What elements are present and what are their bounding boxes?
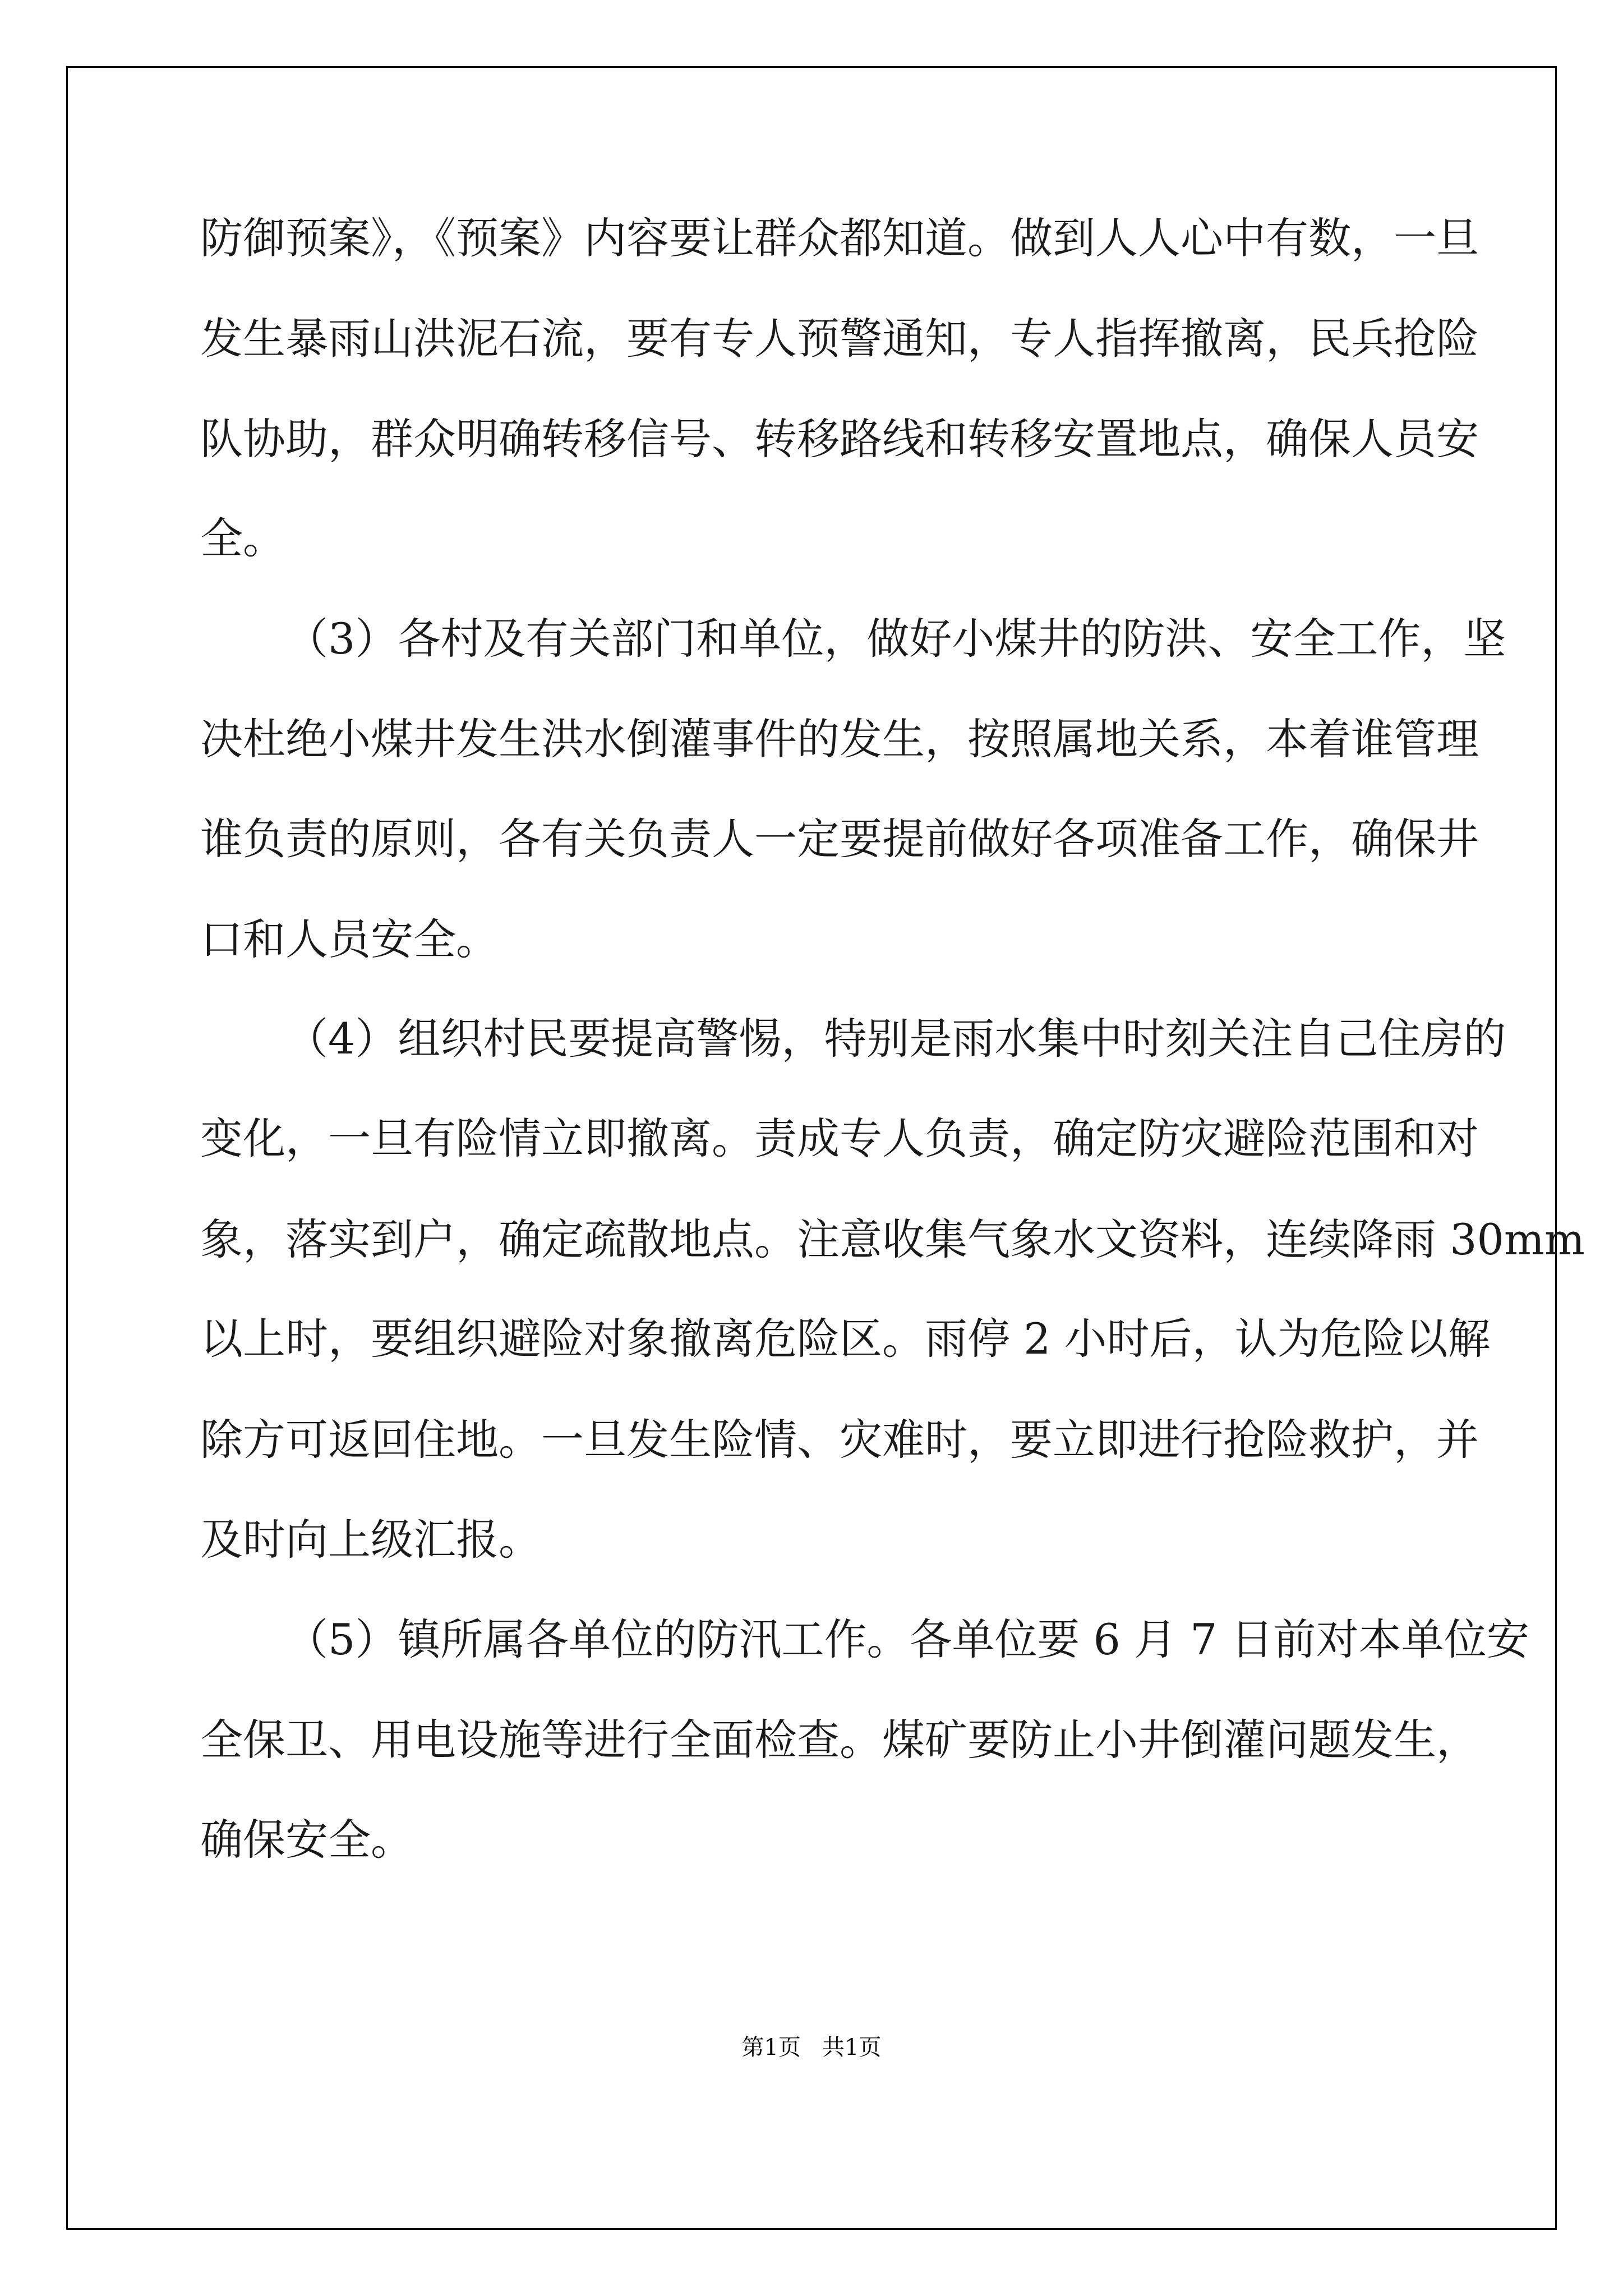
paragraph-3-line-2: 决杜绝小煤井发生洪水倒灌事件的发生，按照属地关系，本着谁管理 — [200, 714, 1479, 764]
paragraph-5-line-2: 全保卫、用电设施等进行全面检查。煤矿要防止小井倒灌问题发生， — [200, 1715, 1479, 1765]
paragraph-5-line-3: 确保安全。 — [200, 1815, 413, 1865]
paragraph-3-line-3: 谁负责的原则，各有关负责人一定要提前做好各项准备工作，确保井 — [200, 814, 1479, 864]
text-line-4: 全。 — [200, 513, 285, 563]
paragraph-5-line-1: （5）镇所属各单位的防汛工作。各单位要 6 月 7 日前对本单位安 — [285, 1614, 1529, 1664]
text-line-1: 防御预案》，《预案》内容要让群众都知道。做到人人心中有数，一旦 — [200, 213, 1479, 263]
paragraph-4-line-4: 以上时，要组织避险对象撤离危险区。雨停 2 小时后，认为危险以解 — [200, 1314, 1491, 1364]
paragraph-4-line-1: （4）组织村民要提高警惕，特别是雨水集中时刻关注自己住房的 — [285, 1014, 1506, 1064]
paragraph-4-line-6: 及时向上级汇报。 — [200, 1515, 541, 1565]
text-line-3: 队协助，群众明确转移信号、转移路线和转移安置地点，确保人员安 — [200, 414, 1479, 464]
page-number-footer: 第1页 共1页 — [741, 2035, 882, 2060]
text-line-2: 发生暴雨山洪泥石流，要有专人预警通知，专人指挥撤离，民兵抢险 — [200, 314, 1479, 364]
paragraph-4-line-2: 变化，一旦有险情立即撤离。责成专人负责，确定防灾避险范围和对 — [200, 1114, 1479, 1163]
paragraph-4-line-3: 象，落实到户，确定疏散地点。注意收集气象水文资料，连续降雨 30mm — [200, 1214, 1585, 1264]
paragraph-3-line-4: 口和人员安全。 — [200, 914, 499, 964]
paragraph-3-line-1: （3）各村及有关部门和单位，做好小煤井的防洪、安全工作，坚 — [285, 614, 1506, 664]
paragraph-4-line-5: 除方可返回住地。一旦发生险情、灾难时，要立即进行抢险救护，并 — [200, 1415, 1479, 1465]
